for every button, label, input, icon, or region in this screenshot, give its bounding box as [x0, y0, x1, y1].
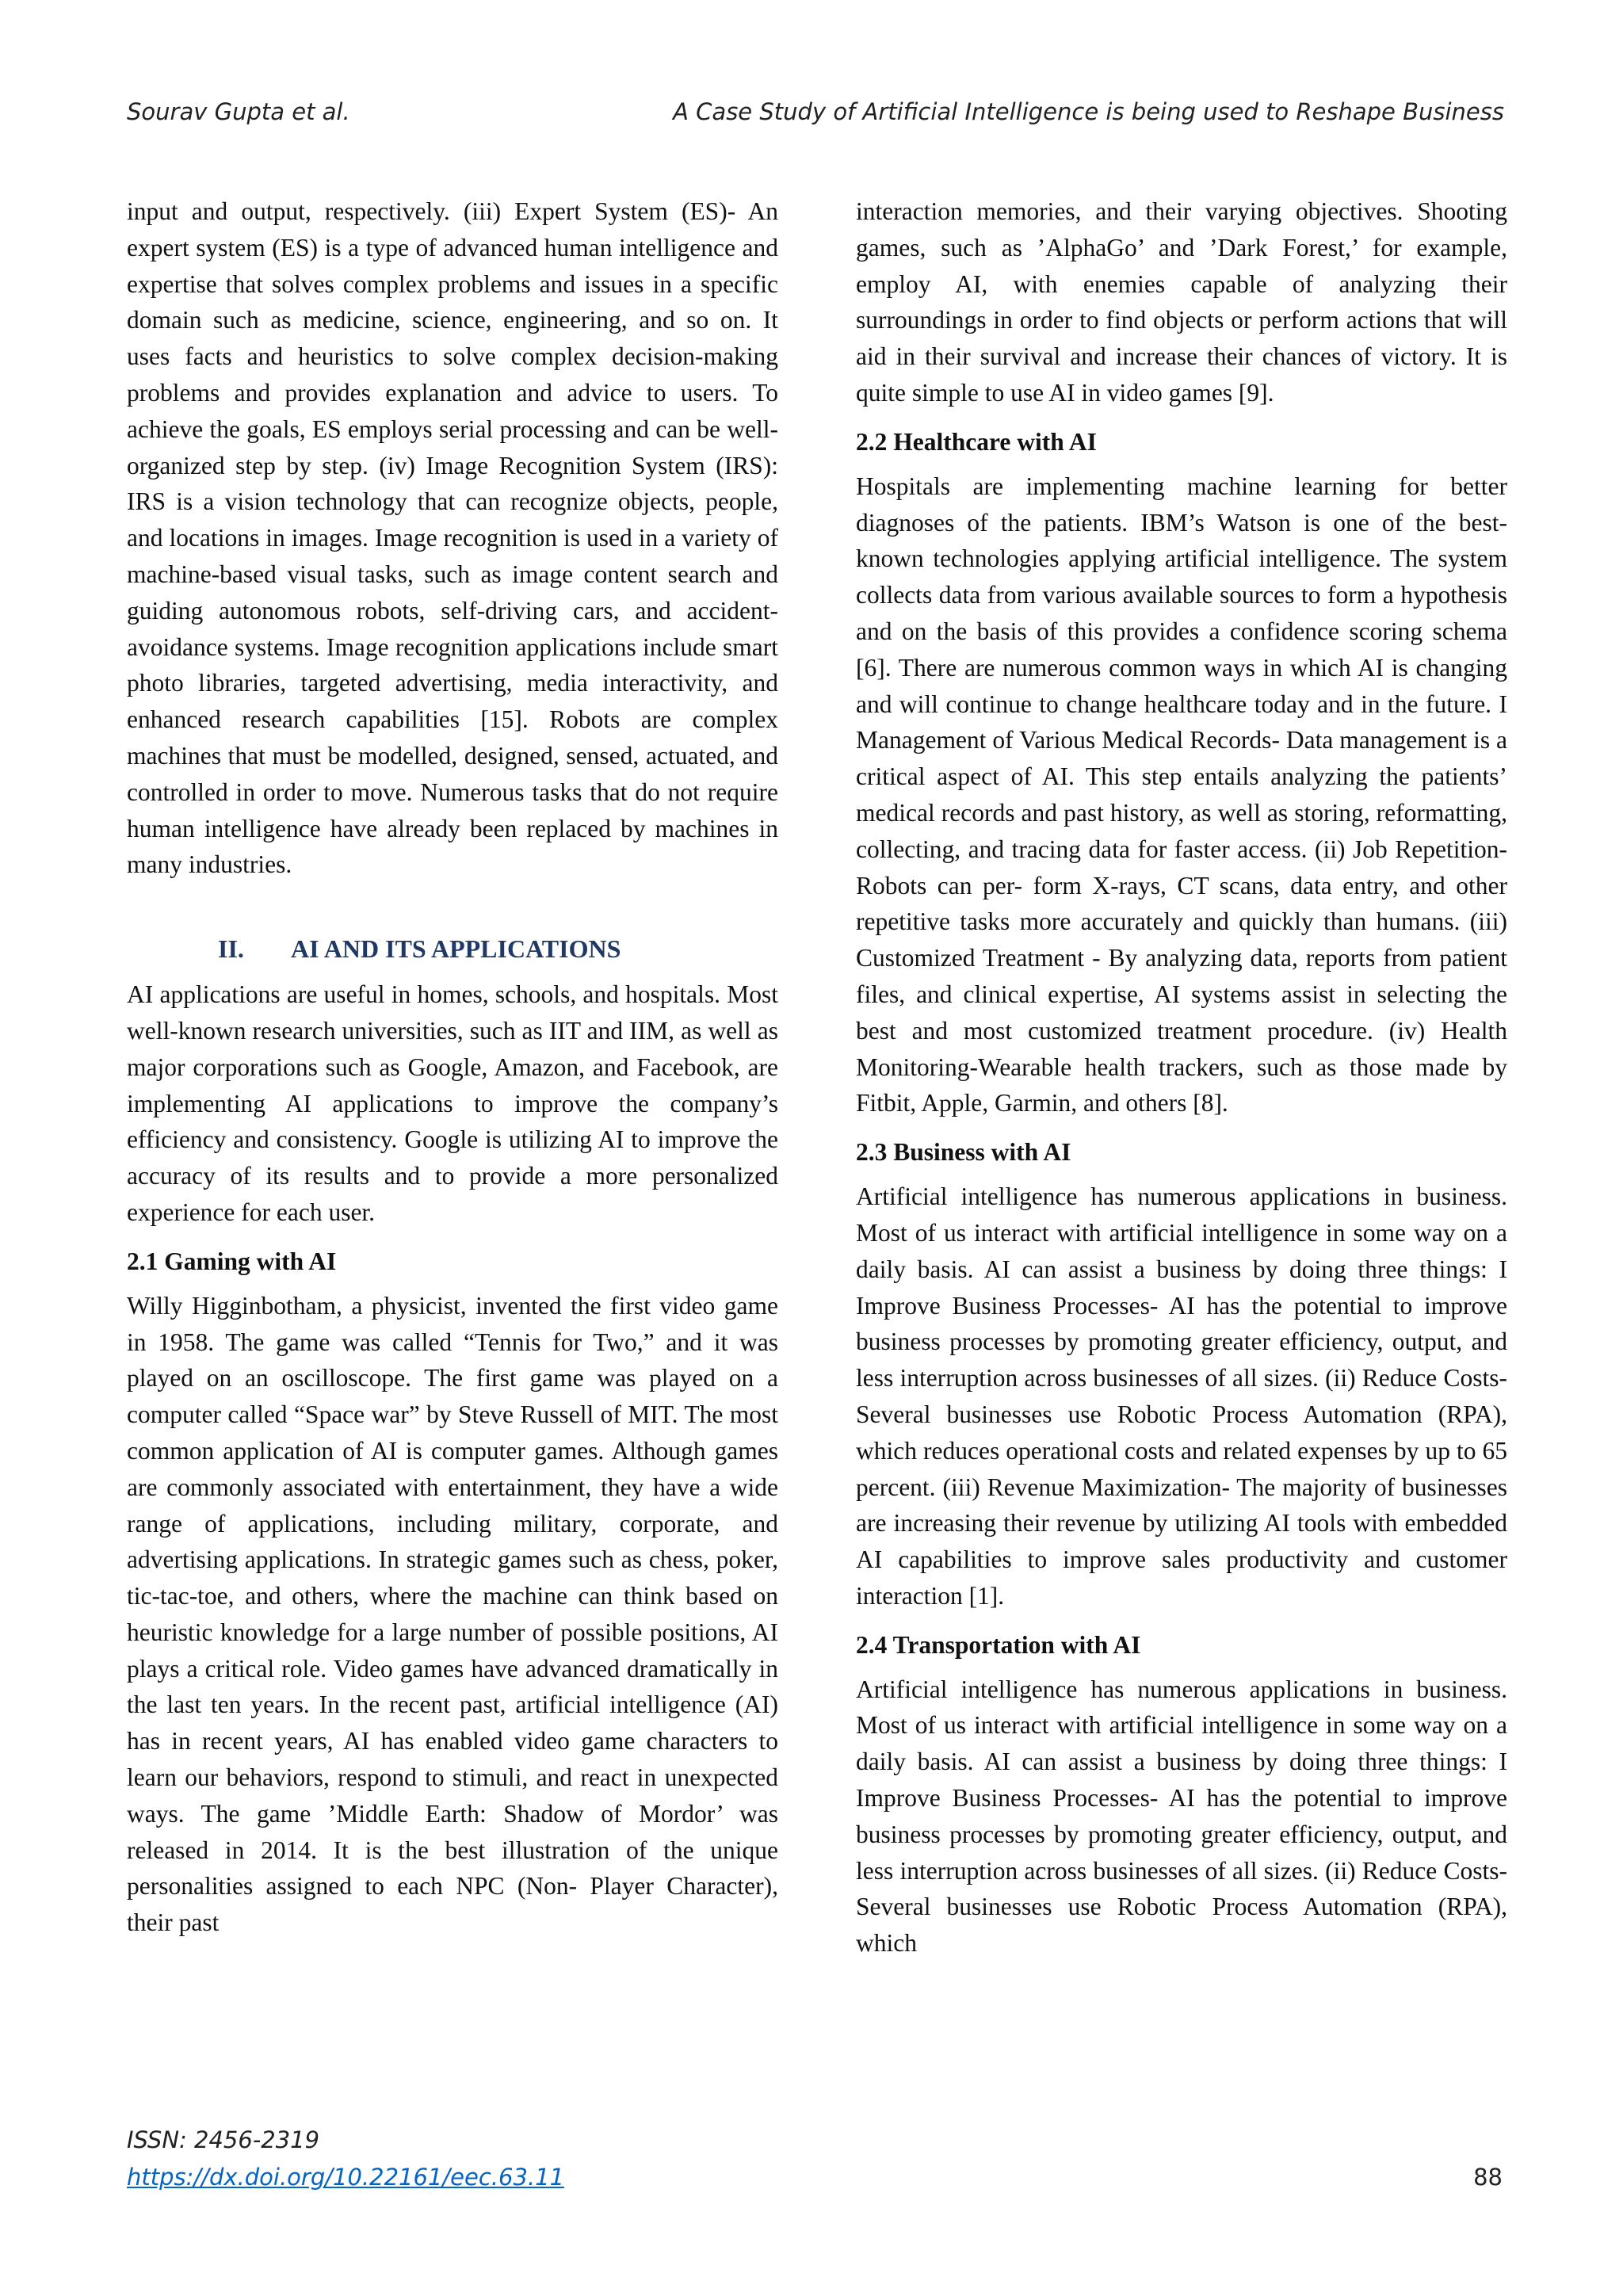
healthcare-heading: 2.2 Healthcare with AI [856, 427, 1097, 456]
section-heading [127, 930, 778, 967]
footer-doi-link[interactable]: https://dx.doi.org/10.22161/eec.63.11 [127, 2164, 565, 2191]
intro-paragraph: input and output, respectively. (iii) Expert System (ES)- An expert system (ES) is a type of advanced human intelligence and expertise that solves complex problems and issues in a specific domain such as medicine, science, engineering, and so on. It uses facts and heuristics to solve complex decision-making problems and provides explanation and advice to users. To achieve the goals, ES employs serial processing and can be well-organized step by step. (iv) Image Recognition System (IRS): IRS is a vision technology that can recognize objects, people, and locations in images. Image recognition is used in a variety of machine-based visual tasks, such as image content search and guiding autonomous robots, self-driving cars, and accident-avoidance systems. Image recognition applications include smart photo libraries, targeted advertising, media interactivity, and enhanced research capabilities [15]. Robots are complex machines that must be modelled, designed, sensed, actuated, and controlled in order to move. Numerous tasks that do not require human intelligence have already been replaced by machines in many industries. [127, 197, 778, 879]
section-number: II. [218, 934, 244, 964]
page-number: 88 [1473, 2164, 1503, 2191]
running-header-title: A Case Study of Artificial Intelligence is being used to Reshape Business [673, 98, 1504, 125]
gaming-continued-paragraph: interaction memories, and their varying objectives. Shooting games, such as ’AlphaGo’ and ’Dark Forest,’ for example, employ AI, with enemies capable of analyzing their surroundings in order to find objects or perform actions that will aid in their survival and increase their chances of victory. It is quite simple to use AI in video games [9]. [856, 197, 1507, 407]
section-title: AI AND ITS APPLICATIONS [291, 934, 621, 964]
transport-heading: 2.4 Transportation with AI [856, 1630, 1141, 1659]
gaming-heading: 2.1 Gaming with AI [127, 1247, 337, 1275]
right-column [856, 193, 1507, 1962]
running-header-authors: Sourav Gupta et al. [127, 98, 350, 125]
footer-issn: ISSN: 2456-2319 [127, 2126, 320, 2153]
gaming-paragraph: Willy Higginbotham, a physicist, invented the first video game in 1958. The game was called “Tennis for Two,” and it was played on an oscilloscope. The first game was played on a computer called “Space war” by Steve Russell of MIT. The most common application of AI is computer games. Although games are commonly associated with entertainment, they have a wide range of applications, including military, corporate, and advertising applications. In strategic games such as chess, poker, tic-tac-toe, and others, where the machine can think based on heuristic knowledge for a large number of possible positions, AI plays a critical role. Video games have advanced dramatically in the last ten years. In the recent past, artificial intelligence (AI) has in recent years, AI has enabled video game characters to learn our behaviors, respond to stimuli, and react in unexpected ways. The game ’Middle Earth: Shadow of Mordor’ was released in 2014. It is the best illustration of the unique personalities assigned to each NPC (Non- Player Character), their past [127, 1291, 778, 1937]
transport-paragraph: Artificial intelligence has numerous applications in business. Most of us interact with artificial intelligence in some way on a daily basis. AI can assist a business by doing three things: I Improve Business Processes- AI has the potential to improve business processes by promoting greater efficiency, output, and less interruption across businesses of all sizes. (ii) Reduce Costs- Several businesses use Robotic Process Automation (RPA), which [856, 1675, 1507, 1958]
healthcare-paragraph: Hospitals are implementing machine learning for better diagnoses of the patients. IBM’s Watson is one of the best-known technologies applying artificial intelligence. The system collects data from various available sources to form a hypothesis and on the basis of this provides a confidence scoring schema [6]. There are numerous common ways in which AI is changing and will continue to change healthcare today and in the future. I Management of Various Medical Records- Data management is a critical aspect of AI. This step entails analyzing the patients’ medical records and past history, as well as storing, reformatting, collecting, and tracing data for faster access. (ii) Job Repetition- Robots can per- form X-rays, CT scans, data entry, and other repetitive tasks more accurately and quickly than humans. (iii) Customized Treatment - By analyzing data, reports from patient files, and clinical expertise, AI systems assist in selecting the best and most customized treatment procedure. (iv) Health Monitoring-Wearable health trackers, such as those made by Fitbit, Apple, Garmin, and others [8]. [856, 472, 1507, 1117]
business-paragraph: Artificial intelligence has numerous applications in business. Most of us interact with artificial intelligence in some way on a daily basis. AI can assist a business by doing three things: I Improve Business Processes- AI has the potential to improve business processes by promoting greater efficiency, output, and less interruption across businesses of all sizes. (ii) Reduce Costs- Several businesses use Robotic Process Automation (RPA), which reduces operational costs and related expenses by up to 65 percent. (iii) Revenue Maximization- The majority of businesses are increasing their revenue by utilizing AI tools with embedded AI capabilities to improve sales productivity and customer interaction [1]. [856, 1182, 1507, 1610]
business-heading: 2.3 Business with AI [856, 1138, 1071, 1167]
section-paragraph: AI applications are useful in homes, schools, and hospitals. Most well-known research universities, such as IIT and IIM, as well as major corporations such as Google, Amazon, and Facebook, are implementing AI applications to improve the company’s efficiency and consistency. Google is utilizing AI to improve the accuracy of its results and to provide a more personalized experience for each user. [127, 980, 778, 1226]
left-column [127, 193, 778, 1941]
